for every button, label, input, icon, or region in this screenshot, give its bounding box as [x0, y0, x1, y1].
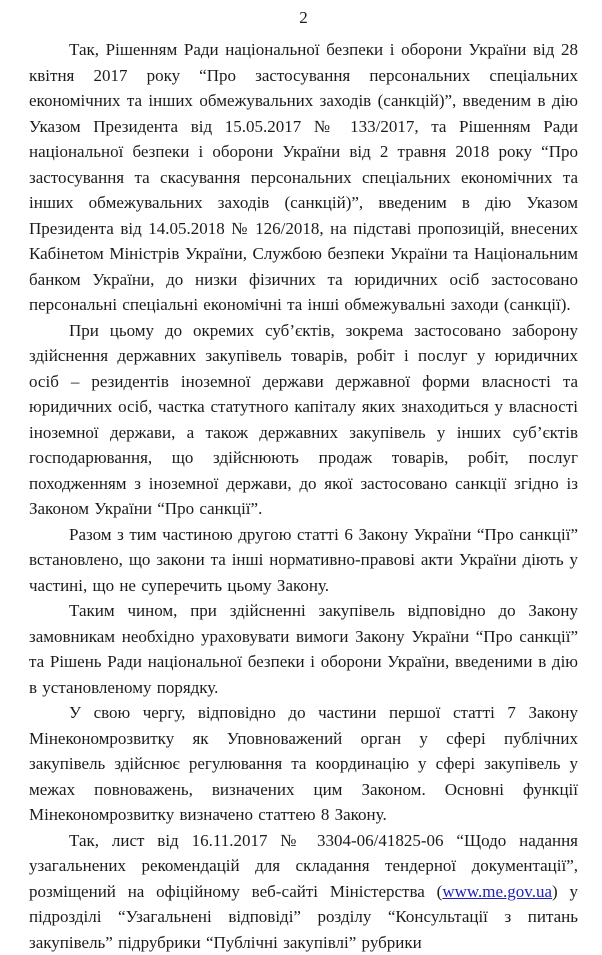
paragraph-ministry-authority: У свою чергу, відповідно до частини першої статті 7 Закону Мінекономрозвитку як Уповноважений орган у сфері публічних закупівель здійснює регулювання та координацію у сфері закупівель у межах повноважень, визначених цим Законом. Основні функції Мінекономрозвитку визначено статтею 8 Закону.	[29, 700, 578, 828]
paragraph-conclusion: Таким чином, при здійсненні закупівель відповідно до Закону замовникам необхідно ураховувати вимоги Закону України “Про санкції” та Рішень Ради національної безпеки і оборони України, введеними в дію в установленому порядку.	[29, 598, 578, 700]
paragraph-text-before-link: Так, лист від 16.11.2017 № 3304-06/41825-06 “Щодо надання узагальнених рекомендацій для складання тендерної документації”, розміщений на офіційному веб-сайті Міністерства (	[29, 831, 578, 901]
paragraph-procurement-ban: При цьому до окремих суб’єктів, зокрема застосовано заборону здійснення державних закупівель товарів, робіт і послуг у юридичних осіб – резидентів іноземної держави державної форми власності та юридичних осіб, частка статутного капіталу яких знаходиться у власності іноземної держави, а також державних закупівель у інших суб’єктів господарювання, що здійснюють продаж товарів, робіт, послуг походженням з іноземної держави, до якої застосовано санкції згідно із Законом України “Про санкції”.	[29, 318, 578, 522]
paragraph-text-after-link: ) у підрозділі “Узагальнені відповіді” розділу “Консультації з питань закупівель” підрубрики “Публічні закупівлі” рубрики	[29, 882, 578, 952]
page-number: 2	[29, 8, 578, 28]
me-gov-ua-link[interactable]: www.me.gov.ua	[442, 882, 552, 901]
paragraph-sanctions-decisions: Так, Рішенням Ради національної безпеки і оборони України від 28 квітня 2017 року “Про застосування персональних спеціальних економічних та інших обмежувальних заходів (санкцій)”, введеним в дію Указом Президента від 15.05.2017 № 133/2017, та Рішенням Ради національної безпеки і оборони України від 2 травня 2018 року “Про застосування та скасування персональних спеціальних економічних та інших обмежувальних заходів (санкцій)”, введеним в дію Указом Президента від 14.05.2018 № 126/2018, на підставі пропозицій, внесених Кабінетом Міністрів України, Службою безпеки України та Національним банком України, до низки фізичних та юридичних осіб застосовано персональні спеціальні економічні та інші обмежувальні заходи (санкції).	[29, 37, 578, 318]
paragraph-article-6: Разом з тим частиною другою статті 6 Закону України “Про санкції” встановлено, що закони та інші нормативно-правові акти України діють у частині, що не суперечить цьому Закону.	[29, 522, 578, 599]
paragraph-letter-reference	[29, 828, 578, 955]
